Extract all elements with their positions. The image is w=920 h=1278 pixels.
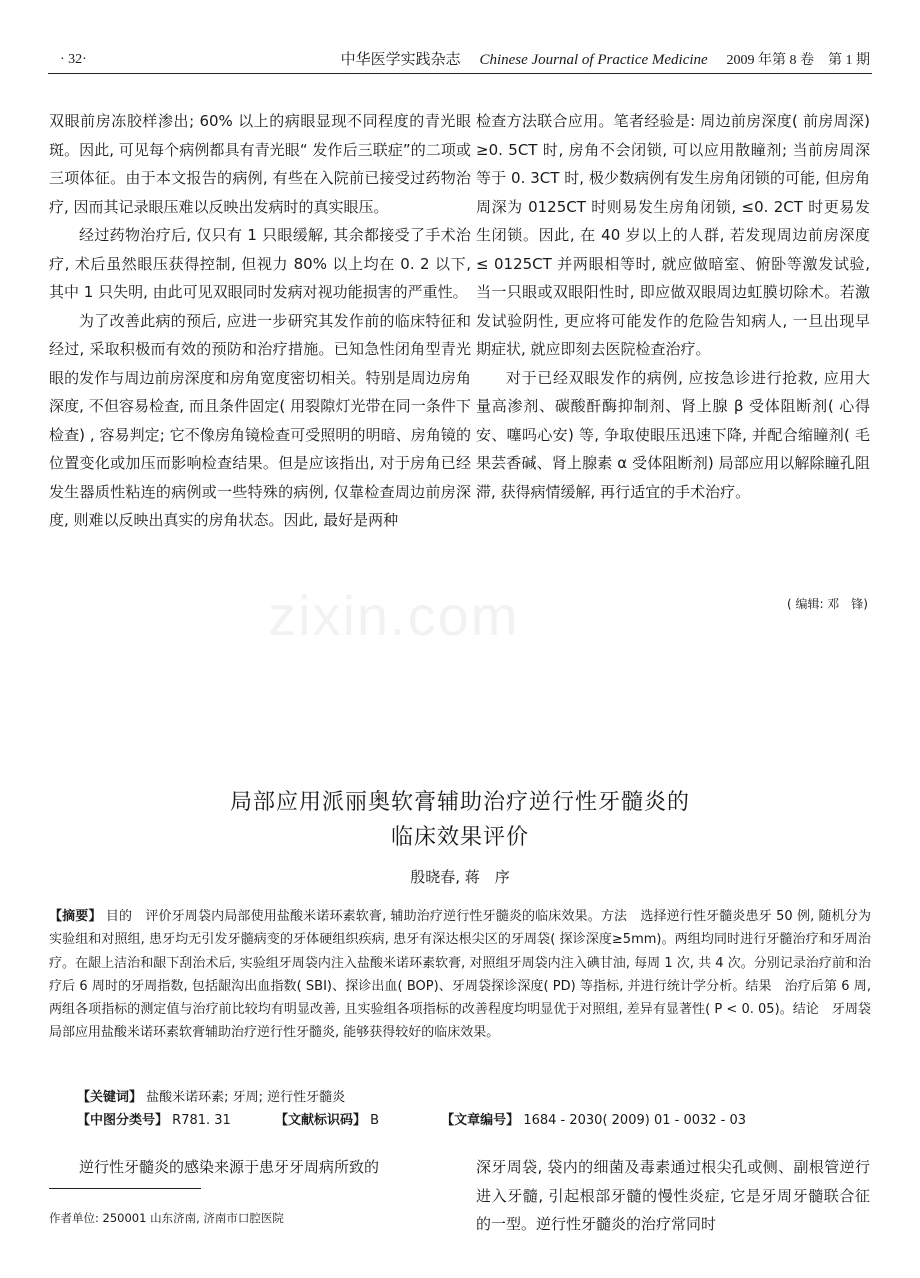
watermark: zixin.com xyxy=(268,584,520,647)
paragraph: 经过药物治疗后, 仅只有 1 只眼缓解, 其余都接受了手术治疗, 术后虽然眼压获得控制, 但视力 80% 以上均在 0. 2 以下, 其中 1 只失明, 由此可见双眼同时发病对视功能损害的严重性。 xyxy=(49,226,471,301)
paragraph: 检查方法联合应用。笔者经验是: 周边前房深度( 前房周深) ≥0. 5CT 时, 房角不会闭锁, 可以应用散瞳剂; 当前房周深等于 0. 3CT 时, 极少数病例有发生房角闭锁的可能, 但房角周深为 0125CT 时则易发生房角闭锁, ≤0. 2CT 时更易发生闭锁。因此, 在 40 岁以上的人群, 若发现周边前房深度 ≤ 0125CT 并两眼相等时, 就应做暗室、俯卧等激发试验, 当一只眼或双眼阳性时, 即应做双眼周边虹膜切除术。若激发试验阴性, 更应将可能发作的危险告知病人, 一旦出现早期症状, 就应即刻去医院检查治疗。 xyxy=(476,112,870,358)
header-rule xyxy=(48,73,872,74)
journal-issue: 2009 年第 8 卷 第 1 期 xyxy=(726,53,870,68)
abstract xyxy=(49,905,871,1045)
keywords: 盐酸米诺环素; 牙周; 逆行性牙髓炎 xyxy=(146,1090,346,1105)
prev-article-left-column xyxy=(49,107,471,535)
article-number-label: 【文章编号】 xyxy=(441,1113,520,1128)
author-affiliation-footnote: 作者单位: 250001 山东济南, 济南市口腔医院 xyxy=(49,1211,284,1225)
cls-label: 【中图分类号】 xyxy=(77,1113,169,1128)
article-title-line-2: 临床效果评价 xyxy=(390,825,529,850)
article-title-line-1: 局部应用派丽奥软膏辅助治疗逆行性牙髓炎的 xyxy=(229,790,690,815)
prev-article-right-column xyxy=(476,107,870,506)
paragraph: 为了改善此病的预后, 应进一步研究其发作前的临床特征和经过, 采取积极而有效的预防和治疗措施。已知急性闭角型青光眼的发作与周边前房深度和房角宽度密切相关。特别是周边房角深度, 不但容易检查, 而且条件固定( 用裂隙灯光带在同一条件下检查) , 容易判定; 它不像房角镜检查可受照明的明暗、房角镜的位置变化或加压而影响检查结果。但是应该指出, 对于房角已经发生器质性粘连的病例或一些特殊的病例, 仅靠检查周边前房深度, 则难以反映出真实的房角状态。因此, 最好是两种 xyxy=(49,311,471,529)
classification-line xyxy=(77,1109,877,1128)
cls-value: R781. 31 xyxy=(172,1113,231,1128)
doc-code-value: B xyxy=(370,1113,380,1128)
authors: 殷晓春, 蒋 序 xyxy=(410,868,510,886)
abstract-text: 目的 评价牙周袋内局部使用盐酸米诺环素软膏, 辅助治疗逆行性牙髓炎的临床效果。方法 选择逆行性牙髓炎患牙 50 例, 随机分为实验组和对照组, 患牙均无引发牙髓病变的牙体硬组织疾病, 患牙有深达根尖区的牙周袋( 探诊深度≥5mm)。两组均同时进行牙髓治疗和牙周治疗。在龈上洁治和龈下刮治术后, 实验组牙周袋内注入盐酸米诺环素软膏, 对照组牙周袋内注入碘甘油, 每周 1 次, 共 4 次。分别记录治疗前和治疗后 6 周时的牙周指数, 包括龈沟出血指数( SBI)、探诊出血( BOP)、牙周袋探诊深度( PD) 等指标, 并进行统计学分析。结果 治疗后第 6 周, 两组各项指标的测定值与治疗前比较均有明显改善, 且实验组各项指标的改善程度均明显优于对照组, 差异有显著性( P < 0. 05)。结论 牙周袋局部应用盐酸米诺环素软膏辅助治疗逆行性牙髓炎, 能够获得较好的临床效果。 xyxy=(49,909,871,1041)
doc-code-label: 【文献标识码】 xyxy=(274,1113,366,1128)
paragraph: 对于已经双眼发作的病例, 应按急诊进行抢救, 应用大量高渗剂、碳酸酐酶抑制剂、肾上腺 β 受体阻断剂( 心得安、噻吗心安) 等, 争取使眼压迅速下降, 并配合缩瞳剂( 毛果芸香碱、肾上腺素 α 受体阻断剂) 局部应用以解除瞳孔阻滞, 获得病情缓解, 再行适宜的手术治疗。 xyxy=(476,368,870,501)
body-text-right: 深牙周袋, 袋内的细菌及毒素通过根尖孔或侧、副根管逆行进入牙髓, 引起根部牙髓的慢性炎症, 它是牙周牙髓联合征的一型。逆行性牙髓炎的治疗常同时 xyxy=(476,1158,870,1233)
keywords-line xyxy=(77,1086,345,1105)
article-number-value: 1684 - 2030( 2009) 01 - 0032 - 03 xyxy=(523,1113,747,1128)
journal-name-cn: 中华医学实践杂志 xyxy=(340,50,461,68)
abstract-label: 【摘要】 xyxy=(49,909,102,924)
paragraph: 双眼前房冻胶样渗出; 60% 以上的病眼显现不同程度的青光眼斑。因此, 可见每个病例都具有青光眼“ 发作后三联症”的二项或三项体征。由于本文报告的病例, 有些在入院前已接受过药物治疗, 因而其记录眼压难以反映出发病时的真实眼压。 xyxy=(49,112,471,216)
editor-note: ( 编辑: 邓 锋) xyxy=(786,597,868,611)
page-number: · 32· xyxy=(60,52,87,67)
keywords-label: 【关键词】 xyxy=(77,1090,143,1105)
footnote-rule xyxy=(49,1188,201,1189)
journal-name-en: Chinese Journal of Practice Medicine xyxy=(479,52,708,68)
body-text-left: 逆行性牙髓炎的感染来源于患牙牙周病所致的 xyxy=(79,1158,380,1176)
running-header xyxy=(341,48,870,69)
